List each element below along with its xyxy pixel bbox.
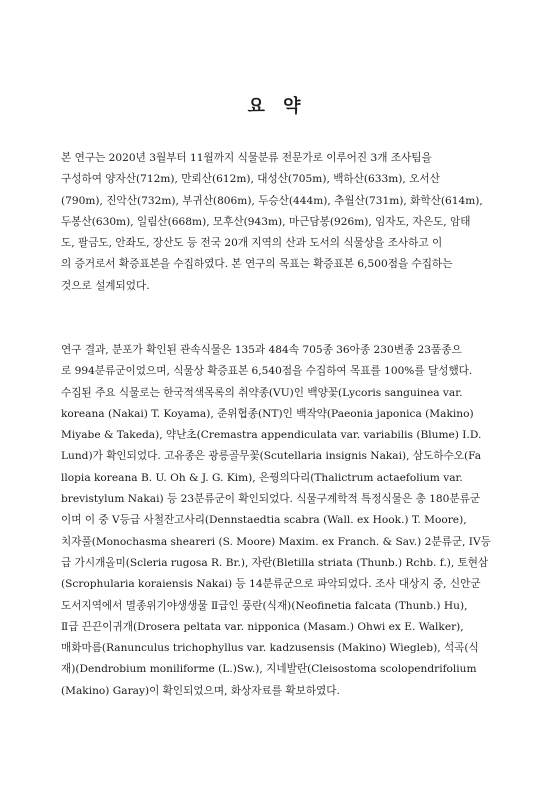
- text-line: 도서지역에서 멸종위기야생생물 Ⅱ급인 풍란(식재)(Neofinetia falcata (Thunb.) Hu),: [61, 599, 468, 612]
- text-line: Ⅱ급 끈끈이귀개(Drosera peltata var. nipponica (Masam.) Ohwi ex E. Walker),: [61, 620, 464, 633]
- text-line: (Scrophularia koraiensis Nakai) 등 14분류군으로 파악되었다. 조사 대상지 중, 신안군: [61, 578, 481, 591]
- text-line: 재)(Dendrobium moniliforme (L.)Sw.), 지네발란(Cleisostoma scolopendrifolium: [61, 663, 477, 676]
- text-line: llopia koreana B. U. Oh & J. G. Kim), 은꿩의다리(Thalictrum actaefolium var.: [61, 471, 463, 484]
- text-line: 급 가시개올미(Scleria rugosa R. Br.), 자란(Bletilla striata (Thunb.) Rchb. f.), 토현삼: [61, 556, 489, 569]
- text-line: 수집된 주요 식물로는 한국적색목록의 취약종(VU)인 백양꽃(Lycoris sanguinea var.: [61, 386, 463, 399]
- text-line: 연구 결과, 분포가 확인된 관속식물은 135과 484속 705종 36아종 230변종 23품종으: [61, 344, 462, 356]
- text-line: koreana (Nakai) T. Koyama), 준위협종(NT)인 백작약(Paeonia japonica (Makino): [61, 407, 474, 420]
- text-line: (790m), 진악산(732m), 부귀산(806m), 두승산(444m), 추월산(731m), 화학산(614m),: [61, 194, 483, 207]
- text-line: (Makino) Garay)이 확인되었으며, 화상자료를 확보하였다.: [61, 684, 340, 697]
- text-line: 로 994분류군이었으며, 식물상 확증표본 6,540점을 수집하여 목표를 100%를 달성했다.: [61, 365, 473, 378]
- page-title: 요 약: [247, 96, 307, 117]
- text-line: 것으로 설계되었다.: [61, 279, 150, 292]
- summary-paragraph-1: [61, 148, 525, 297]
- text-line: Miyabe & Takeda), 약난초(Cremastra appendiculata var. variabilis (Blume) I.D.: [61, 429, 482, 442]
- text-line: Lund)가 확인되었다. 고유종은 광릉골무꽃(Scutellaria insignis Nakai), 삼도하수오(Fa: [61, 450, 482, 463]
- text-line: 이며 이 중 V등급 사철잔고사리(Dennstaedtia scabra (Wall. ex Hook.) T. Moore),: [61, 514, 467, 527]
- summary-paragraph-2: [61, 340, 525, 702]
- text-line: 두봉산(630m), 일림산(668m), 모후산(943m), 마근담봉(926m), 임자도, 자은도, 암태: [61, 215, 471, 228]
- text-line: 도, 팔금도, 안좌도, 장산도 등 전국 20개 지역의 산과 도서의 식물상을 조사하고 이: [61, 237, 443, 250]
- text-line: 치자풀(Monochasma sheareri (S. Moore) Maxim. ex Franch. & Sav.) 2분류군, IV등: [61, 535, 491, 548]
- text-line: brevistylum Nakai) 등 23분류군이 확인되었다. 식물구계학적 특정식물은 총 180분류군: [61, 493, 481, 506]
- text-line: 구성하여 양자산(712m), 만뢰산(612m), 대성산(705m), 백하산(633m), 오서산: [61, 173, 440, 186]
- text-line: 의 증거로서 확증표본을 수집하였다. 본 연구의 목표는 확증표본 6,500점을 수집하는: [61, 258, 453, 271]
- text-line: 본 연구는 2020년 3월부터 11월까지 식물분류 전문가로 이루어진 3개 조사팀을: [61, 152, 432, 164]
- text-line: 매화마름(Ranunculus trichophyllus var. kadzusensis (Makino) Wiegleb), 석곡(식: [61, 642, 479, 655]
